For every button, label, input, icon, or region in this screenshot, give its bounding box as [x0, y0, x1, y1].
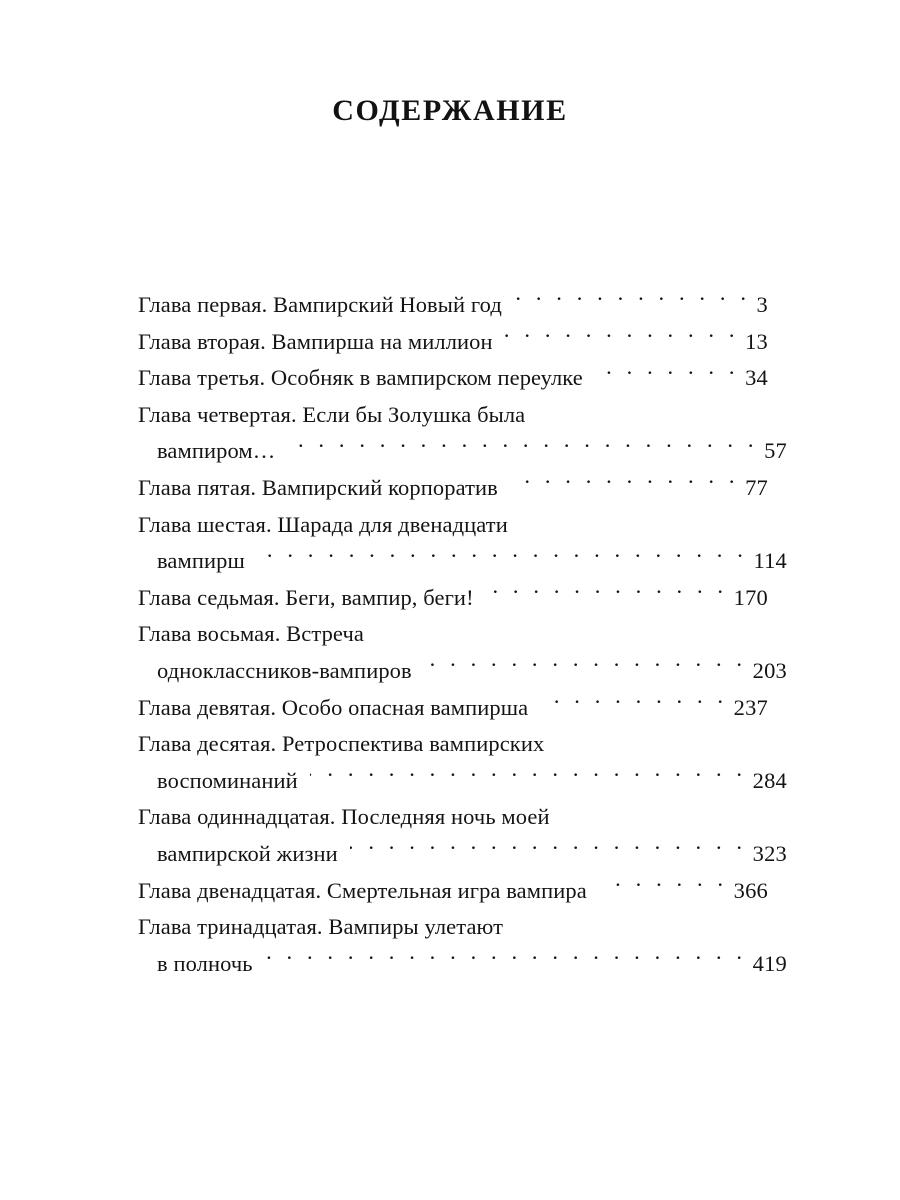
toc-leader-dots — [350, 838, 747, 861]
toc-page-number[interactable]: 419 — [752, 950, 787, 976]
toc-entry-title: Глава вторая. Вампирша на миллион — [138, 328, 493, 354]
toc-page-number[interactable]: 323 — [752, 840, 787, 866]
toc-page-number[interactable]: 13 — [745, 328, 768, 354]
toc-entry-line-final — [138, 763, 787, 800]
toc-leader-dots — [287, 436, 758, 459]
toc-entry-line-final — [138, 470, 768, 507]
toc-page-number[interactable]: 57 — [764, 438, 787, 464]
toc-entry-line — [138, 507, 768, 544]
toc-entry-title: Глава восьмая. Встреча — [138, 621, 364, 647]
toc-entry-list — [138, 287, 787, 982]
toc-page-number[interactable]: 284 — [752, 767, 787, 793]
toc-page-number[interactable]: 77 — [745, 474, 768, 500]
toc-entry-line — [138, 616, 768, 653]
toc-entry-title: Глава девятая. Особо опасная вампирша — [138, 694, 529, 720]
toc-leader-dots — [486, 582, 728, 605]
toc-entry-title: Глава двенадцатая. Смертельная игра вампира — [138, 877, 587, 903]
toc-entry[interactable] — [138, 507, 787, 580]
toc-leader-dots — [310, 765, 747, 788]
toc-entry-line-final — [138, 324, 768, 361]
toc-entry-line-final — [138, 690, 768, 727]
toc-entry-title: Глава одиннадцатая. Последняя ночь моей — [138, 804, 550, 830]
toc-entry-line-final — [138, 873, 768, 910]
toc-entry[interactable] — [138, 873, 768, 910]
toc-entry-title: вампирской жизни — [157, 840, 338, 866]
toc-leader-dots — [505, 326, 739, 349]
toc-leader-dots — [510, 472, 739, 495]
toc-entry[interactable] — [138, 799, 787, 872]
toc-entry-title: Глава седьмая. Беги, вампир, беги! — [138, 584, 474, 610]
toc-entry-line — [138, 726, 768, 763]
page-title: СОДЕРЖАНИЕ — [332, 94, 568, 128]
toc-entry-line-final — [138, 433, 787, 470]
toc-entry-title: Глава четвертая. Если бы Золушка была — [138, 401, 526, 427]
toc-page-number[interactable]: 114 — [753, 548, 787, 574]
toc-entry-line-final — [138, 580, 768, 617]
toc-entry-line-final — [138, 946, 787, 983]
toc-entry[interactable] — [138, 909, 787, 982]
toc-entry-title: Глава третья. Особняк в вампирском переулке — [138, 365, 583, 391]
toc-entry-line-final — [138, 360, 768, 397]
toc-entry[interactable] — [138, 616, 787, 689]
toc-entry-title: вампиром… — [157, 438, 276, 464]
toc-entry[interactable] — [138, 287, 768, 324]
toc-entry[interactable] — [138, 397, 787, 470]
toc-entry[interactable] — [138, 580, 768, 617]
toc-entry-line-final — [138, 653, 787, 690]
toc-entry-title: Глава первая. Вампирский Новый год — [138, 292, 502, 317]
toc-entry-title: воспоминаний — [157, 767, 298, 793]
toc-entry-title: Глава шестая. Шарада для двенадцати — [138, 511, 508, 537]
toc-entry[interactable] — [138, 360, 768, 397]
toc-entry[interactable] — [138, 726, 787, 799]
toc-page-number[interactable]: 34 — [745, 365, 768, 391]
toc-leader-dots — [540, 692, 727, 715]
toc-entry-line-final — [138, 543, 787, 580]
toc-entry-title: вампирш — [157, 548, 245, 574]
toc-entry-title: в полночь — [157, 950, 253, 976]
toc-entry[interactable] — [138, 324, 768, 361]
toc-leader-dots — [424, 655, 747, 678]
toc-entry-line-final — [138, 836, 787, 873]
toc-leader-dots — [257, 546, 748, 569]
toc-page-number[interactable]: 203 — [752, 657, 787, 683]
toc-entry-title: Глава тринадцатая. Вампиры улетают — [138, 914, 504, 940]
toc-leader-dots — [599, 875, 728, 898]
toc-entry-line — [138, 799, 768, 836]
toc-page-number[interactable]: 237 — [733, 694, 768, 720]
toc-leader-dots — [265, 948, 747, 971]
toc-entry-line — [138, 397, 768, 434]
toc-entry[interactable] — [138, 470, 768, 507]
toc-entry-line — [138, 909, 768, 946]
toc-entry[interactable] — [138, 690, 768, 727]
toc-leader-dots — [595, 363, 739, 386]
toc-entry-title: одноклассников-вампиров — [157, 657, 412, 683]
toc-entry-title: Глава десятая. Ретроспектива вампирских — [138, 731, 545, 757]
toc-entry-title: Глава пятая. Вампирский корпоратив — [138, 474, 498, 500]
toc-entry-line-final — [138, 287, 768, 324]
toc-page-number[interactable]: 3 — [756, 292, 768, 317]
toc-page-number[interactable]: 170 — [733, 584, 768, 610]
toc-page-number[interactable]: 366 — [733, 877, 768, 903]
toc-leader-dots — [514, 290, 751, 313]
